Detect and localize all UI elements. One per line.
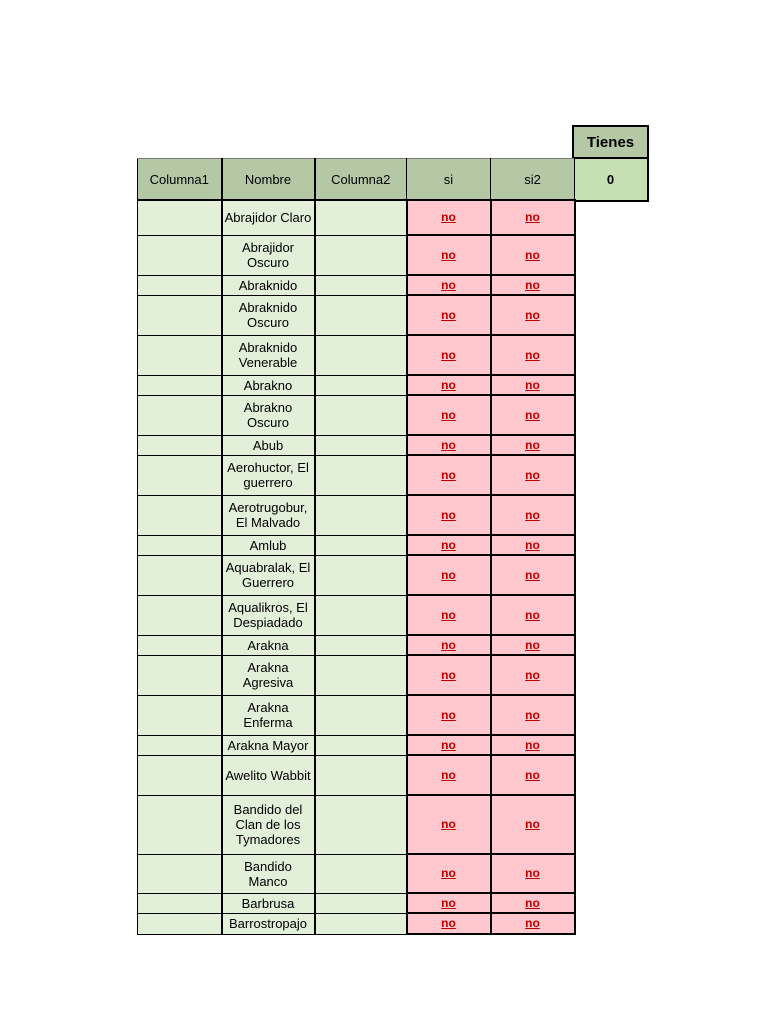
si2-cell[interactable]: no <box>491 555 575 595</box>
columna1-cell[interactable] <box>138 495 222 535</box>
table-row <box>138 655 575 695</box>
table-row <box>138 375 575 395</box>
si2-cell[interactable]: no <box>491 455 575 495</box>
tienes-header[interactable]: Tienes <box>572 125 649 159</box>
table-row <box>138 695 575 735</box>
columna1-cell[interactable] <box>138 555 222 595</box>
si-cell[interactable]: no <box>407 335 491 375</box>
columna1-cell[interactable] <box>138 455 222 495</box>
nombre-cell[interactable]: Barrostropajo <box>222 913 315 934</box>
table-row <box>138 555 575 595</box>
si2-cell[interactable]: no <box>491 435 575 455</box>
si2-cell[interactable]: no <box>491 495 575 535</box>
nombre-cell[interactable]: Abraknido <box>222 275 315 295</box>
si2-cell[interactable]: no <box>491 335 575 375</box>
si-cell[interactable]: no <box>407 375 491 395</box>
si-cell[interactable]: no <box>407 635 491 655</box>
columna2-cell[interactable] <box>315 335 407 375</box>
si-cell[interactable]: no <box>407 755 491 795</box>
header-columna2[interactable]: Columna2 <box>315 159 407 201</box>
columna2-cell[interactable] <box>315 735 407 755</box>
nombre-cell[interactable]: Abraknido Oscuro <box>222 295 315 335</box>
table-row <box>138 435 575 455</box>
table-row <box>138 755 575 795</box>
columna1-cell[interactable] <box>138 854 222 893</box>
columna1-cell[interactable] <box>138 595 222 635</box>
columna1-cell[interactable] <box>138 755 222 795</box>
si-cell[interactable]: no <box>407 893 491 913</box>
si-cell[interactable]: no <box>407 795 491 854</box>
si2-cell[interactable]: no <box>491 200 575 235</box>
si2-cell[interactable]: no <box>491 655 575 695</box>
columna1-cell[interactable] <box>138 375 222 395</box>
nombre-cell[interactable]: Barbrusa <box>222 893 315 913</box>
nombre-cell[interactable]: Aerotrugobur, El Malvado <box>222 495 315 535</box>
columna1-cell[interactable] <box>138 200 222 235</box>
columna1-cell[interactable] <box>138 735 222 755</box>
nombre-cell[interactable]: Abrakno Oscuro <box>222 395 315 435</box>
columna1-cell[interactable] <box>138 535 222 555</box>
columna1-cell[interactable] <box>138 635 222 655</box>
nombre-cell[interactable]: Aquabralak, El Guerrero <box>222 555 315 595</box>
si2-cell[interactable]: no <box>491 275 575 295</box>
table-row <box>138 235 575 275</box>
columna2-cell[interactable] <box>315 755 407 795</box>
si-cell[interactable]: no <box>407 435 491 455</box>
si2-cell[interactable]: no <box>491 535 575 555</box>
header-row <box>138 159 575 201</box>
si-cell[interactable]: no <box>407 535 491 555</box>
nombre-cell[interactable]: Aqualikros, El Despiadado <box>222 595 315 635</box>
si-cell[interactable]: no <box>407 555 491 595</box>
columna1-cell[interactable] <box>138 395 222 435</box>
columna2-cell[interactable] <box>315 495 407 535</box>
columna2-cell[interactable] <box>315 555 407 595</box>
columna1-cell[interactable] <box>138 655 222 695</box>
table-body <box>138 200 575 934</box>
si2-cell[interactable]: no <box>491 635 575 655</box>
columna1-cell[interactable] <box>138 235 222 275</box>
nombre-cell[interactable]: Arakna Agresiva <box>222 655 315 695</box>
si2-cell[interactable]: no <box>491 235 575 275</box>
si2-cell[interactable]: no <box>491 795 575 854</box>
columna1-cell[interactable] <box>138 435 222 455</box>
table-row <box>138 335 575 375</box>
table-row <box>138 854 575 893</box>
columna2-cell[interactable] <box>315 275 407 295</box>
si-cell[interactable]: no <box>407 200 491 235</box>
table-row <box>138 395 575 435</box>
nombre-cell[interactable]: Bandido del Clan de los Tymadores <box>222 795 315 854</box>
table-row <box>138 200 575 235</box>
nombre-cell[interactable]: Bandido Manco <box>222 854 315 893</box>
si2-cell[interactable]: no <box>491 893 575 913</box>
nombre-cell[interactable]: Arakna Enferma <box>222 695 315 735</box>
nombre-cell[interactable]: Abrajidor Claro <box>222 200 315 235</box>
columna2-cell[interactable] <box>315 595 407 635</box>
si-cell[interactable]: no <box>407 595 491 635</box>
header-columna1[interactable]: Columna1 <box>138 159 222 201</box>
columna2-cell[interactable] <box>315 795 407 854</box>
table-row <box>138 795 575 854</box>
header-si[interactable]: si <box>407 159 491 201</box>
table-row <box>138 295 575 335</box>
si-cell[interactable]: no <box>407 695 491 735</box>
columna2-cell[interactable] <box>315 200 407 235</box>
si2-cell[interactable]: no <box>491 755 575 795</box>
table-row <box>138 913 575 934</box>
columna2-cell[interactable] <box>315 655 407 695</box>
columna2-cell[interactable] <box>315 535 407 555</box>
si2-cell[interactable]: no <box>491 395 575 435</box>
columna1-cell[interactable] <box>138 295 222 335</box>
si-cell[interactable]: no <box>407 495 491 535</box>
columna2-cell[interactable] <box>315 913 407 934</box>
nombre-cell[interactable]: Arakna Mayor <box>222 735 315 755</box>
columna2-cell[interactable] <box>315 635 407 655</box>
table-row <box>138 275 575 295</box>
si2-cell[interactable]: no <box>491 854 575 893</box>
columna2-cell[interactable] <box>315 455 407 495</box>
columna1-cell[interactable] <box>138 275 222 295</box>
nombre-cell[interactable]: Arakna <box>222 635 315 655</box>
columna2-cell[interactable] <box>315 375 407 395</box>
si2-cell[interactable]: no <box>491 735 575 755</box>
si-cell[interactable]: no <box>407 913 491 934</box>
columna1-cell[interactable] <box>138 893 222 913</box>
table-row <box>138 595 575 635</box>
columna2-cell[interactable] <box>315 893 407 913</box>
spreadsheet-table <box>137 158 576 935</box>
nombre-cell[interactable]: Abrajidor Oscuro <box>222 235 315 275</box>
table-row <box>138 455 575 495</box>
si-cell[interactable]: no <box>407 235 491 275</box>
tienes-count[interactable]: 0 <box>572 159 649 202</box>
nombre-cell[interactable]: Awelito Wabbit <box>222 755 315 795</box>
table-row <box>138 735 575 755</box>
nombre-cell[interactable]: Aerohuctor, El guerrero <box>222 455 315 495</box>
si2-cell[interactable]: no <box>491 595 575 635</box>
si-cell[interactable]: no <box>407 275 491 295</box>
header-si2[interactable]: si2 <box>491 159 575 201</box>
table-row <box>138 893 575 913</box>
nombre-cell[interactable]: Abraknido Venerable <box>222 335 315 375</box>
si-cell[interactable]: no <box>407 295 491 335</box>
nombre-cell[interactable]: Abub <box>222 435 315 455</box>
si2-cell[interactable]: no <box>491 375 575 395</box>
columna2-cell[interactable] <box>315 435 407 455</box>
columna2-cell[interactable] <box>315 395 407 435</box>
table-row <box>138 635 575 655</box>
nombre-cell[interactable]: Abrakno <box>222 375 315 395</box>
columna1-cell[interactable] <box>138 913 222 934</box>
columna2-cell[interactable] <box>315 695 407 735</box>
columna2-cell[interactable] <box>315 854 407 893</box>
columna2-cell[interactable] <box>315 235 407 275</box>
table-row <box>138 535 575 555</box>
si-cell[interactable]: no <box>407 655 491 695</box>
si-cell[interactable]: no <box>407 735 491 755</box>
columna1-cell[interactable] <box>138 795 222 854</box>
table-row <box>138 495 575 535</box>
columna2-cell[interactable] <box>315 295 407 335</box>
si2-cell[interactable]: no <box>491 695 575 735</box>
si-cell[interactable]: no <box>407 455 491 495</box>
header-nombre[interactable]: Nombre <box>222 159 315 201</box>
columna1-cell[interactable] <box>138 335 222 375</box>
si-cell[interactable]: no <box>407 854 491 893</box>
nombre-cell[interactable]: Amlub <box>222 535 315 555</box>
si2-cell[interactable]: no <box>491 913 575 934</box>
si-cell[interactable]: no <box>407 395 491 435</box>
columna1-cell[interactable] <box>138 695 222 735</box>
si2-cell[interactable]: no <box>491 295 575 335</box>
